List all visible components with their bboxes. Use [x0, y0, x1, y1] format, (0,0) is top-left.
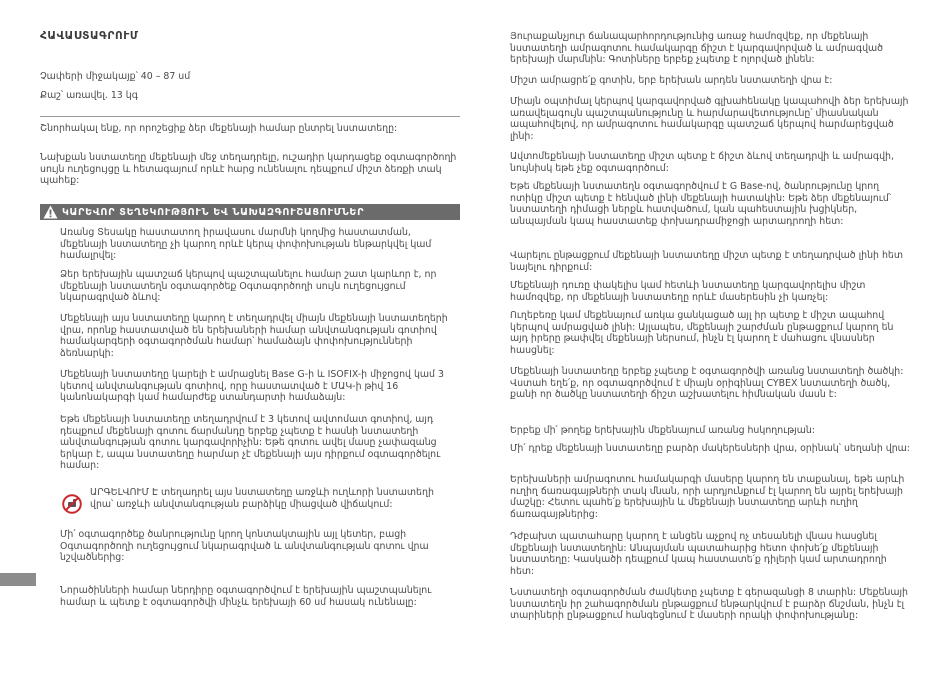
paragraph: Միշտ ամրացրե՛ք գոտին, երբ երեխան արդեն նստատեղի վրա է: — [510, 75, 833, 86]
intro-thanks: Շնորհակալ ենք, որ որոշեցիք ձեր մեքենայի համար ընտրել նստատեղը: — [40, 123, 398, 134]
warning-triangle-icon — [42, 204, 58, 220]
warning-item: Մեքենայի նստատեղը կարելի է ամրացնել Base G-ի և ISOFIX-ի միջոցով կամ 3 կետով անվտանգության գոտիով, որը հաստատված է ՄԱԿ-ի թիվ 16 կանոնակարգի կամ համարժեք ստանդարտի համաձայն: — [60, 369, 444, 403]
divider — [40, 116, 460, 117]
paragraph: Վարելու ընթացքում մեքենայի նստատեղը միշտ պետք է տեղադրված լինի հետ նայելու դիրքում: — [510, 250, 903, 273]
paragraph: Երբեք մի՛ թողեք երեխային մեքենայում առանց հսկողության: — [510, 425, 815, 436]
warning-item: Առանց Տեսակը հաստատող իրավասու մարմնի կողմից հաստատման, մեքենայի նստատեղը չի կարող որևէ կերպ փոփոխության ենթարկվել կամ համալրվել: — [60, 227, 432, 261]
section-tab-marker — [0, 573, 36, 586]
paragraph: Եթե մեքենայի նստատեղն օգտագործվում է G Base-ով, ծանրությունը կրող ոտիկը միշտ պետք է հենված լինի մեքենայի հատակին: Եթե ձեր մեքենայում՝ նստատեղի դիմացի ներքև հատվածում, կան պահեստային խցիկներ, անպայման կապ հաստատեք փոխադրամիջոցի արտադրողի հետ: — [510, 181, 892, 227]
paragraph: Ավտոմեքենայի նստատեղը միշտ պետք է ճիշտ ձևով տեղադրվի և ամրագվի, նույնիսկ եթե չեք օգտագործում: — [510, 151, 894, 174]
weight-spec: Քաշ՝ առավել. 13 կգ — [40, 90, 138, 101]
size-range-spec: Չափերի միջակայք՝ 40 – 87 սմ — [40, 71, 191, 82]
page-title: ՀԱՎԱՍՏԱԳՐՈՒՄ — [40, 30, 139, 42]
paragraph: Միայն օպտիմալ կերպով կարգավորված գլխահենակը կապահովի ձեր երեխայի առավելագույն պաշտպանությունը և հարմարավետությունը՝ միասնական ապահովելով, որ ամրագոտու համակարգը պատշաճ կերպով հարմարեցված լինի: — [510, 96, 909, 142]
warning-heading: ԿԱՐԵՎՈՐ ՏԵՂԵԿՈՒԹՅՈՒՆ ԵՎ ՆԱԽԱԶԳՈՒՇԱՑՈՒՄՆԵՐ — [62, 206, 365, 218]
warning-item: ԱՐԳԵԼՎՈՒՄ Է տեղադրել այս նստատեղը առջևի ուղևորի նստատեղի վրա՝ առջևի անվտանգության բարձիկը միացված վիճակում: — [90, 487, 434, 510]
intro-read-manual: Նախքան նստատեղը մեքենայի մեջ տեղադրելը, ուշադիր կարդացեք օգտագործողի սույն ուղեցույցը և հետագայում որևէ հարց ունենալու դեպքում միշտ ձեռքի տակ պահեք: — [40, 152, 457, 186]
paragraph: Յուրաքանչյուր ճանապարհորդությունից առաջ համոզվեք, որ մեքենայի նստատեղի ամրագոտու համակարգը ճիշտ է կարգավորված և ամրագված երեխայի մարմնին: Գոտիները երբեք չպետք է ոլորված լինեն: — [510, 31, 883, 65]
warning-item: Նորածինների համար ներդիրը օգտագործվում է երեխային պաշտպանելու համար և պետք է օգտագործվի մինչև երեխայի 60 սմ հասակ ունենալը: — [60, 585, 432, 608]
paragraph: Նստատեղի օգտագործման ժամկետը չպետք է գերազանցի 8 տարին: Մեքենայի նստատեղն իր շահագործման ընթացքում ենթարկվում է բարձր ճնշման, ինչն էլ տարիների ընթացքում հանգեցնում է մասերի որակի փոփոխությանը: — [510, 587, 908, 621]
warning-banner — [40, 204, 460, 220]
paragraph: Մեքենայի դուռը փակելիս կամ հետևի նստատեղը կարգավորելիս միշտ համոզվեք, որ մեքենայի նստատեղը որևէ մասերեսին չի կառչել: — [510, 280, 866, 303]
paragraph: Մի՛ դրեք մեքենայի նստատեղը բարձր մակերեսների վրա, օրինակ՝ սեղանի վրա: — [510, 443, 910, 454]
no-front-airbag-icon — [62, 494, 82, 514]
warning-item: Մի՛ օգտագործեք ծանրությունը կրող կոնտակտային այլ կետեր, բացի Օգտագործողի ուղեցույցում նկարագրված և անվտանգության գոտու վրա նշվածներից: — [60, 529, 429, 563]
paragraph: Դժբախտ պատահարը կարող է անցեն աչքով ոչ տեսանելի վնաս հասցնել մեքենայի նստատեղին: Անպայման պատահարից հետո փոխե՛ք մեքենայի նստատեղը: Կասկածի դեպքում կապ հաստատե՛ք դիլերի կամ արտադրողի հետ: — [510, 531, 887, 577]
warning-item: Մեքենայի այս նստատեղը կարող է տեղադրվել միայն մեքենայի նստատեղերի վրա, որոնք հաստատված են երեխաների համար անվտանգության գոտիով համակարգերի օգտագործման համար՝ համաձայն փոփոխությունների ձեռնարկի: — [60, 313, 448, 359]
paragraph: Ուղեբեռը կամ մեքենայում առկա ցանկացած այլ իր պետք է միշտ ապահով կերպով ամրացված լինի: Այլապես, մեքենայի շարժման ընթացքում կարող են այդ իրերը թափվել մեքենայի ներսում, ինչն էլ կարող է մահացու վնասներ հասցնել: — [510, 310, 894, 356]
paragraph: Երեխաների ամրագոտու համակարգի մասերը կարող են տաքանալ, եթե արևի ուղիղ ճառագայթների տակ մնան, որի արդյունքում էլ կարող են այրել երեխայի մաշկը: Հետու պահե՛ք երեխային և մեքենայի նստատեղը արևի ուղիղ ճառագայթներից: — [510, 474, 905, 520]
warning-item: Եթե մեքենայի նստատեղը տեղադրվում է 3 կետով ավտոմատ գոտիով, այդ դեպքում մեքենայի գոտու ճարմանդը երբեք չպետք է հասնի նստատեղի անվտանգության գոտու կարգավորիչին: Եթե գոտու ավել մասը չափազանց երկար է, ապա նստատեղը հարմար չէ մեքենայի այս դիրքում օգտագործելու համար: — [60, 414, 441, 471]
paragraph: Մեքենայի նստատեղը երբեք չպետք է օգտագործվի առանց նստատեղի ծածկի: Վստահ եղե՛ք, որ օգտագործվում է միայն օրիգինալ CYBEX նստատեղի ծածկ, քանի որ ծածկը նստատեղի ճիշտ աշխատելու հիմնական մասն է: — [510, 366, 904, 400]
warning-item: Ձեր երեխային պատշաճ կերպով պաշտպանելու համար շատ կարևոր է, որ մեքենայի նստատեղն օգտագործեք Օգտագործողի սույն ուղեցույցում նկարագրված ձևով: — [60, 269, 437, 303]
